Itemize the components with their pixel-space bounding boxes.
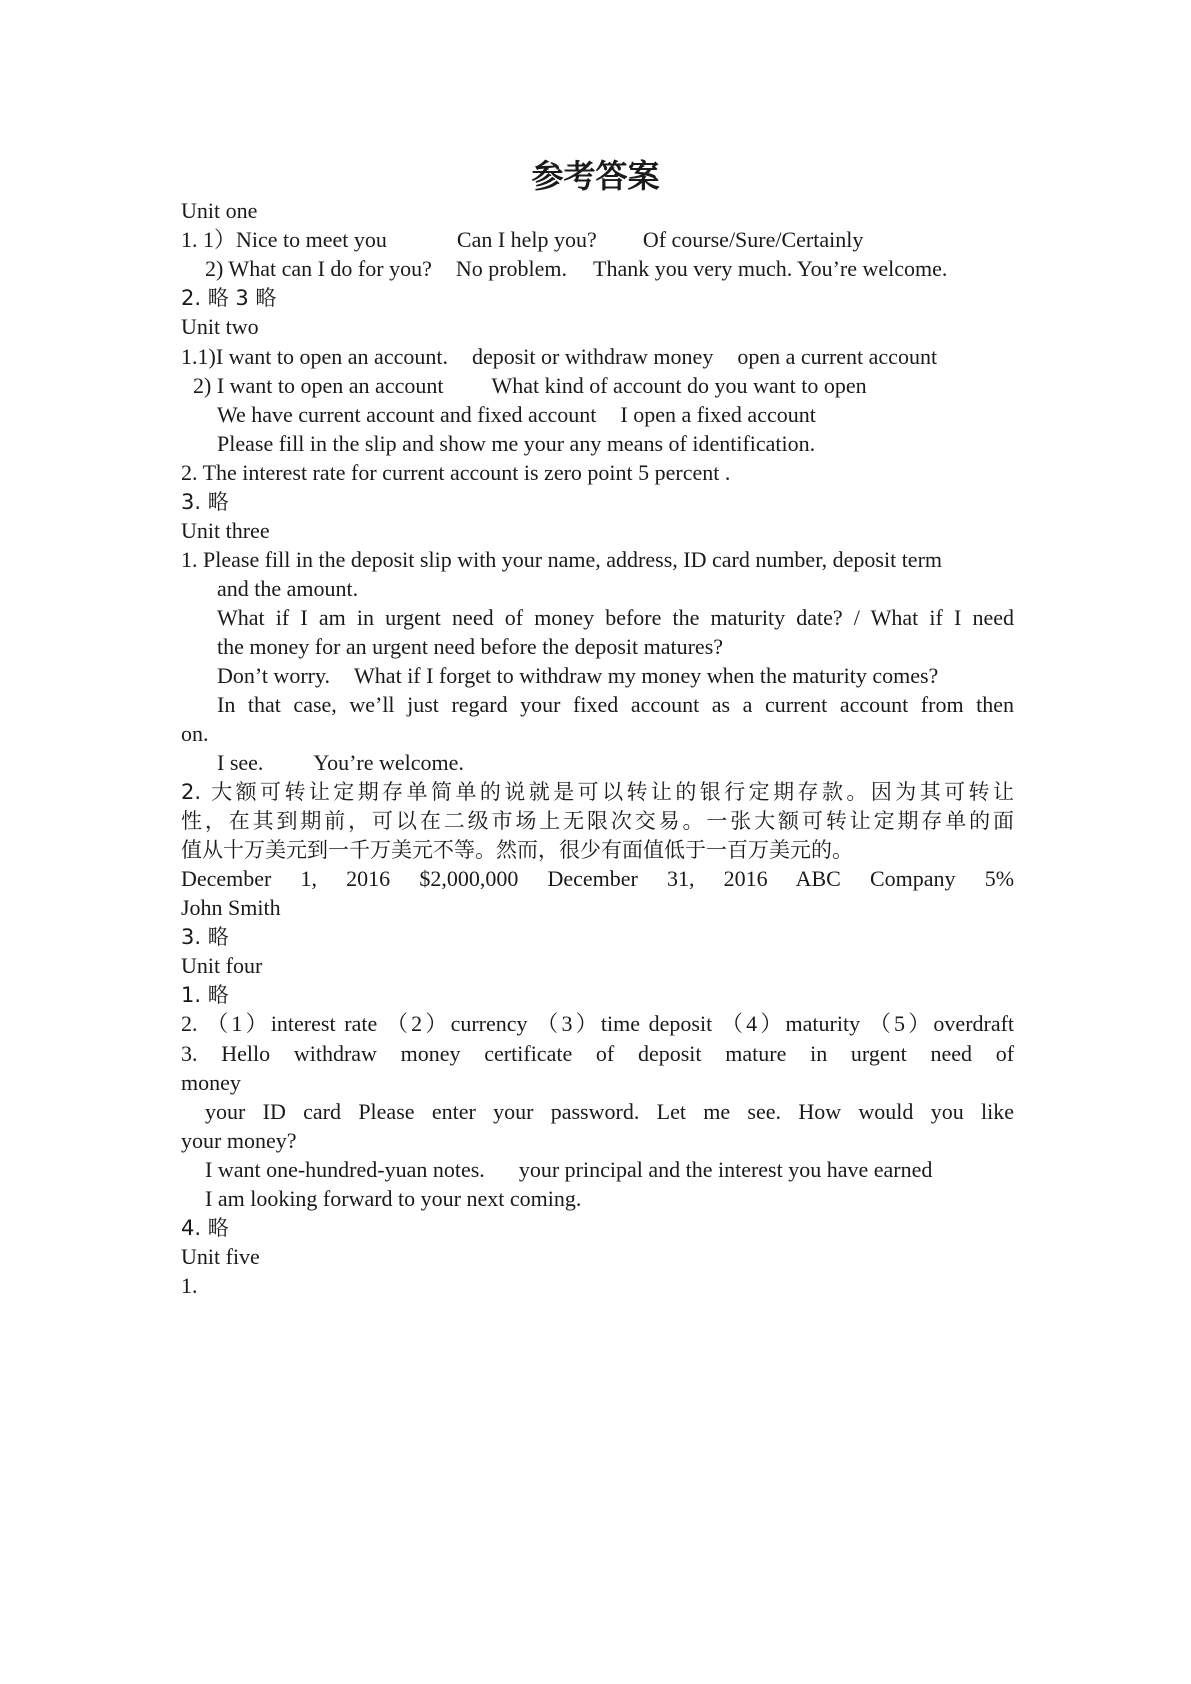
- answer-phrase: 3. Hello: [181, 1041, 271, 1066]
- answer-phrase: December 31, 2016: [547, 866, 768, 891]
- answer-phrase: 2. （1）interest rate: [181, 1011, 378, 1036]
- unit-one-answer-1-1: [181, 226, 863, 254]
- answer-phrase: How would you like: [798, 1099, 1015, 1124]
- unit-four-answer-4: [181, 1214, 229, 1242]
- unit-one-heading: Unit one: [181, 198, 258, 223]
- unit-three-answer-2-4: [181, 865, 1014, 893]
- unit-three-answer-2-3: 值从十万美元到一千万美元不等。然而，很少有面值低于一百万美元的。: [181, 838, 853, 862]
- answer-phrase: Don’t worry.: [217, 663, 331, 688]
- unit-two-answer-3: [181, 488, 229, 516]
- answer-phrase: 1.1)I want to open an account.: [181, 344, 448, 369]
- unit-three-answer-3: [181, 923, 229, 951]
- answer-phrase: Of course/Sure/Certainly: [642, 227, 864, 252]
- unit-two-answer-1-2: [193, 372, 867, 400]
- answer-phrase: Can I help you?: [456, 227, 597, 252]
- unit-four-answer-3-5: [205, 1156, 932, 1184]
- answer-phrase: Let me see.: [656, 1099, 782, 1124]
- unit-three-answer-1-4: the money for an urgent need before the deposit matures?: [217, 634, 724, 659]
- answer-phrase: mature: [725, 1041, 787, 1066]
- unit-three-answer-2-5: John Smith: [181, 895, 281, 920]
- answer-phrase: Thank you very much. You’re welcome.: [593, 256, 948, 281]
- unit-three-answer-1-5: [217, 662, 938, 690]
- unit-five-heading: Unit five: [181, 1244, 260, 1269]
- unit-four-answer-3-3: [205, 1098, 1014, 1126]
- unit-two-answer-1-1: [181, 343, 937, 371]
- answer-phrase: I want one-hundred-yuan notes.: [205, 1157, 485, 1182]
- unit-four-answer-1: [181, 981, 229, 1009]
- answer-phrase: deposit or withdraw money: [471, 344, 714, 369]
- answer-phrase: What if I forget to withdraw my money when the maturity comes?: [354, 663, 939, 688]
- answer-phrase: Please enter your password.: [358, 1099, 640, 1124]
- unit-three-answer-1-7: on.: [181, 721, 209, 746]
- answer-phrase: I open a fixed account: [620, 402, 816, 427]
- answer-phrase: 5%: [984, 866, 1015, 891]
- unit-four-answer-2: [181, 1010, 1014, 1038]
- answer-phrase: I see.: [217, 750, 264, 775]
- unit-three-answer-2-1: 2. 大额可转让定期存单简单的说就是可以转让的银行定期存款。因为其可转让: [181, 780, 1014, 804]
- answer-phrase: your principal and the interest you have earned: [518, 1157, 933, 1182]
- answer-phrase: withdraw money: [293, 1041, 461, 1066]
- answer-phrase: You’re welcome.: [313, 750, 464, 775]
- answer-phrase: （4）maturity: [720, 1011, 861, 1036]
- unit-four-answer-3-1: [181, 1040, 1014, 1068]
- answer-phrase: ABC Company: [795, 866, 956, 891]
- page-title: 参考答案: [531, 157, 660, 195]
- unit-three-answer-1-1: 1. Please fill in the deposit slip with your name, address, ID card number, deposit term: [181, 547, 943, 572]
- unit-three-answer-1-2: and the amount.: [217, 576, 359, 601]
- answer-phrase: （2）currency: [385, 1011, 528, 1036]
- answer-phrase: 2) What can I do for you?: [205, 256, 432, 281]
- unit-three-answer-2-2: 性，在其到期前，可以在二级市场上无限次交易。一张大额可转让定期存单的面: [181, 809, 1014, 833]
- unit-two-answer-2: 2. The interest rate for current account is zero point 5 percent .: [181, 460, 731, 485]
- unit-four-heading: Unit four: [181, 953, 263, 978]
- answer-phrase: What kind of account do you want to open: [491, 373, 867, 398]
- answer-phrase: open a current account: [737, 344, 938, 369]
- answer-phrase: No problem.: [455, 256, 568, 281]
- answer-phrase: We have current account and fixed account: [217, 402, 597, 427]
- answer-phrase: $2,000,000: [419, 866, 519, 891]
- unit-three-answer-1-8: [217, 749, 464, 777]
- unit-four-answer-3-6: I am looking forward to your next coming.: [205, 1186, 582, 1211]
- answer-text: 4. 略: [181, 1216, 229, 1240]
- unit-three-answer-1-3: What if I am in urgent need of money before the maturity date? / What if I need: [217, 605, 1014, 630]
- unit-two-heading: Unit two: [181, 314, 259, 339]
- unit-two-answer-1-3: [217, 401, 816, 429]
- unit-three-answer-1-6: In that case, we’ll just regard your fixed account as a current account from then: [217, 692, 1014, 717]
- answer-phrase: （3）time deposit: [536, 1011, 713, 1036]
- unit-one-answer-1-2: [205, 255, 947, 283]
- unit-two-answer-1-4: Please fill in the slip and show me your any means of identification.: [217, 431, 816, 456]
- answer-phrase: 1. 1）Nice to meet you: [181, 227, 387, 252]
- answer-phrase: your ID card: [205, 1099, 341, 1124]
- answer-phrase: （5）overdraft: [868, 1011, 1015, 1036]
- unit-four-answer-3-4: your money?: [181, 1128, 297, 1153]
- answer-phrase: December 1, 2016: [181, 866, 391, 891]
- answer-text: 3. 略: [181, 925, 229, 949]
- answer-phrase: 2) I want to open an account: [193, 373, 444, 398]
- unit-one-answer-2-3: [181, 284, 276, 312]
- answer-text: 1. 略: [181, 983, 229, 1007]
- answer-phrase: certificate of deposit: [484, 1041, 702, 1066]
- answer-text: 3. 略: [181, 490, 229, 514]
- answer-text: 2. 略 3 略: [181, 286, 277, 310]
- unit-three-heading: Unit three: [181, 518, 270, 543]
- unit-four-answer-3-2: money: [181, 1070, 241, 1095]
- answer-phrase: in urgent need of: [810, 1041, 1015, 1066]
- unit-five-answer-1: 1.: [181, 1273, 198, 1298]
